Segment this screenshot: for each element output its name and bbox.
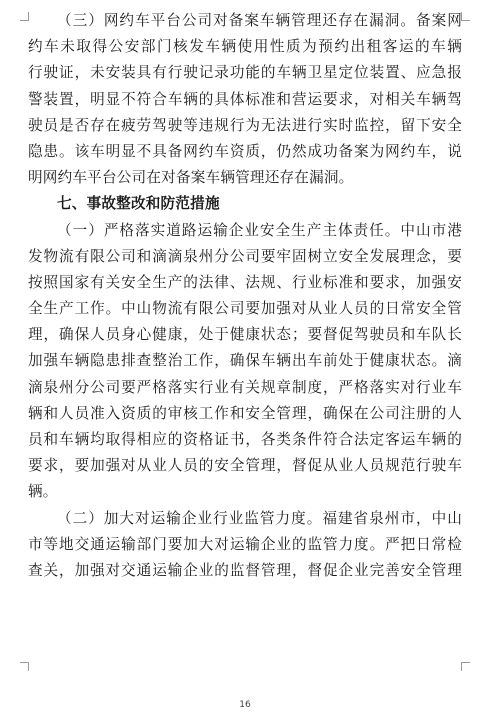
paragraph-line: 市等地交通运输部门要加大对运输企业的监管力度。严把日常检 xyxy=(28,535,462,553)
paragraph-line: 发物流有限公司和滴滴泉州分公司要牢固树立安全发展理念，要 xyxy=(28,247,462,265)
paragraph-line: 员和车辆均取得相应的资格证书，各类条件符合法定客运车辆的 xyxy=(28,431,462,448)
crop-mark-top-right xyxy=(461,12,470,21)
paragraph-line: 明网约车平台公司在对备案车辆管理还存在漏洞。 xyxy=(28,169,354,187)
paragraph-line: 按照国家有关安全生产的法律、法规、行业标准和要求，加强安 xyxy=(28,273,462,291)
paragraph-line: （二）加大对运输企业行业监管力度。福建省泉州市，中山 xyxy=(57,509,462,527)
paragraph-line: 滴泉州分公司要严格落实行业有关规章制度，严格落实对行业车 xyxy=(28,378,462,396)
paragraph-line: 辆。 xyxy=(28,483,58,501)
paragraph-line: 加强车辆隐患排查整治工作，确保车辆出车前处于健康状态。滴 xyxy=(28,352,462,370)
body-text xyxy=(28,8,462,584)
paragraph-line: 要求，要加强对从业人员的安全管理，督促从业人员规范行驶车 xyxy=(28,457,462,475)
crop-mark-bottom-right xyxy=(461,662,470,671)
paragraph-line: 约车未取得公安部门核发车辆使用性质为预约出租客运的车辆 xyxy=(28,38,462,56)
section-heading: 七、事故整改和防范措施 xyxy=(57,195,220,213)
paragraph-line: 隐患。该车明显不具备网约车资质，仍然成功备案为网约车，说 xyxy=(28,142,462,160)
page-number: 16 xyxy=(239,700,251,710)
paragraph-line: 理，确保人员身心健康，处于健康状态；要督促驾驶员和车队长 xyxy=(28,326,462,344)
crop-mark-bottom-left xyxy=(20,662,29,671)
paragraph-line: 警装置，明显不符合车辆的具体标准和营运要求，对相关车辆驾 xyxy=(28,90,462,108)
paragraph-line: （三）网约车平台公司对备案车辆管理还存在漏洞。备案网 xyxy=(57,12,462,29)
paragraph-line: （一）严格落实道路运输企业安全生产主体责任。中山市港 xyxy=(57,221,462,239)
paragraph-line: 辆和人员准入资质的审核工作和安全管理，确保在公司注册的人 xyxy=(28,404,462,422)
paragraph-line: 全生产工作。中山物流有限公司要加强对从业人员的日常安全管 xyxy=(28,300,462,318)
paragraph-line: 驶员是否存在疲劳驾驶等违规行为无法进行实时监控，留下安全 xyxy=(28,116,462,134)
paragraph-line: 行驶证，未安装具有行驶记录功能的车辆卫星定位装置、应急报 xyxy=(28,64,462,82)
paragraph-line: 查关，加强对交通运输企业的监督管理，督促企业完善安全管理 xyxy=(28,561,462,579)
